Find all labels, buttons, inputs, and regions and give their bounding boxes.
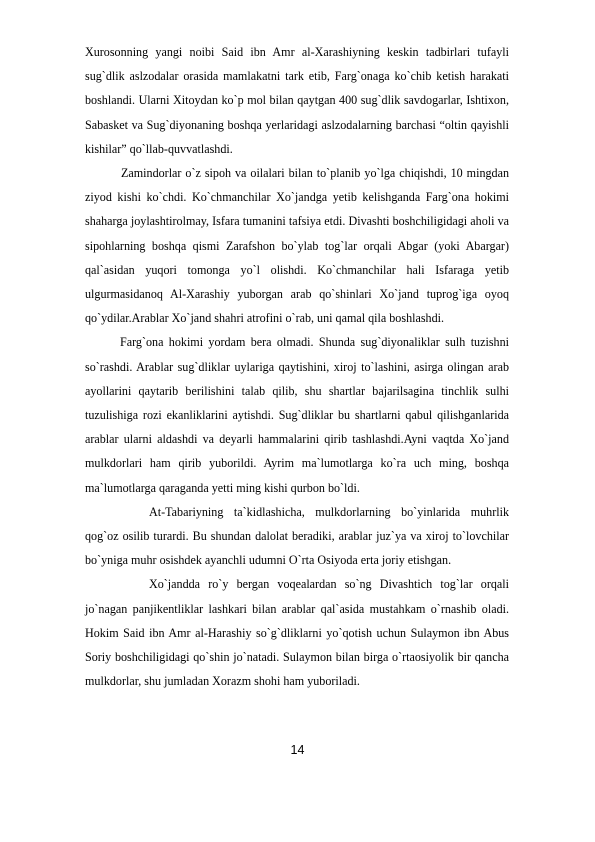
paragraph-2: Zamindorlar o`z sipoh va oilalari bilan to`planib yo`lga chiqishdi, 10 mingdan ziyod kishi ko`chdi. Ko`chmanchilar Xo`jandga yetib kelishganda Farg`ona hokimi shaharga joylashtirolmay, Isfara tumanini tafsiya etdi. Divashti boshchiligidagi aholi va sipohlarning boshqa qismi Zarafshon bo`ylab tog`lar orqali Abgar (yoki Abargar) qal`asidan yuqori tomonga yo`l olishdi. Ko`chmanchilar hali Isfaraga yetib ulgurmasidanoq Al-Xarashiy yuborgan arab qo`shinlari Xo`jand tuprog`iga oyoq qo`ydilar.Arablar Xo`jand shahri atrofini o`rab, uni qamal qila boshlashdi. <box>85 166 509 326</box>
paragraph-1: Xurosonning yangi noibi Said ibn Amr al-Xarashiyning keskin tadbirlari tufayli sug`dlik aslzodalar orasida mamlakatni tark etib, Farg`onaga ko`chib ketish harakati boshlandi. Ularni Xitoydan ko`p mol bilan qaytgan 400 sug`dlik savdogarlar, Ishtixon, Sabasket va Sug`diyonaning boshqa yerlaridagi aslzodalarning barchasi “oltin qayishli kishilar” qo`llab-quvvatlashdi. <box>85 45 509 156</box>
page-number: 14 <box>290 743 305 757</box>
paragraph-4: At-Tabariyning ta`kidlashicha, mulkdorlarning bo`yinlarida muhrlik qog`oz osilib turardi. Bu shundan dalolat beradiki, arablar juz`ya va xiroj to`lovchilar bo`yniga muhr osishdek ayanchli udumni O`rta Osiyoda erta joriy etishgan. <box>85 504 509 568</box>
paragraph-3: Farg`ona hokimi yordam bera olmadi. Shunda sug`diyonaliklar sulh tuzishni so`rashdi. Arablar sug`dliklar uylariga qaytishini, xiroj to`lashini, asirga olingan arab ayollarini qaytarib berilishini talab qilib, shu shartlar bajarilsagina tinchlik sulhi tuzulishiga rozi ekanliklarini aytishdi. Sug`dliklar bu shartlarni qabul qilishganlarida arablar ularni aldashdi va deyarli hammalarini qirib tashlashdi.Ayni vaqtda Xo`jand mulkdorlari ham qirib yuborildi. Ayrim ma`lumotlarga ko`ra uch ming, boshqa ma`lumotlarga qaraganda yetti ming kishi qurbon bo`ldi. <box>85 335 509 495</box>
page-body <box>85 40 509 693</box>
paragraph-5: Xo`jandda ro`y bergan voqealardan so`ng Divashtich tog`lar orqali jo`nagan panjikentliklar lashkari bilan arablar qal`asida mustahkam o`rnashib oladi. Hokim Said ibn Amr al-Harashiy so`g`dliklarni yo`qotish uchun Sulaymon ibn Abus Soriy boshchiligidagi qo`shin jo`natadi. Sulaymon bilan birga o`rtaosiyolik bir qancha mulkdorlar, shu jumladan Xorazm shohi ham yuboriladi. <box>85 577 509 689</box>
